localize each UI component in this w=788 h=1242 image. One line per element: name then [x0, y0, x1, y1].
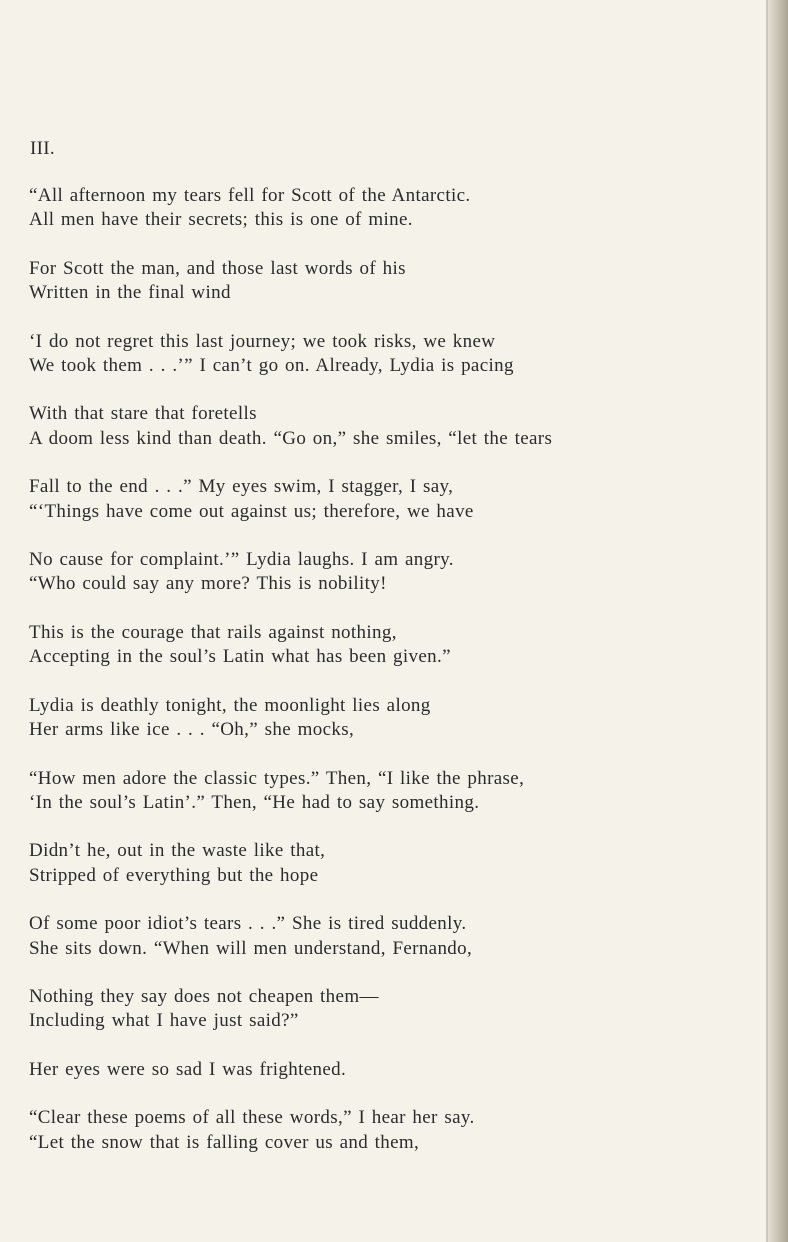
page-edge	[766, 0, 788, 1242]
poem-line: We took them . . .’” I can’t go on. Already, Lydia is pacing	[29, 355, 514, 377]
poem-line: Accepting in the soul’s Latin what has been given.”	[29, 646, 451, 668]
stanza	[29, 621, 749, 670]
stanza	[29, 767, 749, 816]
poem-line: Written in the final wind	[29, 282, 231, 304]
poem-line: Including what I have just said?”	[29, 1010, 299, 1032]
poem-line: For Scott the man, and those last words of his	[29, 257, 406, 279]
poem-line: Nothing they say does not cheapen them—	[29, 985, 379, 1007]
poem-line: ‘In the soul’s Latin’.” Then, “He had to say something.	[29, 791, 480, 813]
poem-line: ‘I do not regret this last journey; we took risks, we knew	[29, 330, 496, 352]
stanza	[29, 184, 749, 233]
poem-line: This is the courage that rails against nothing,	[29, 621, 397, 643]
section-number: III.	[30, 138, 55, 159]
poem-line: All men have their secrets; this is one of mine.	[29, 209, 413, 231]
poem-line: “All afternoon my tears fell for Scott of the Antarctic.	[29, 185, 471, 206]
poem-line: “‘Things have come out against us; therefore, we have	[29, 500, 474, 522]
stanza	[29, 912, 749, 961]
stanza	[29, 548, 749, 597]
stanza	[29, 694, 749, 743]
stanza	[29, 1106, 749, 1155]
poem-line: “Clear these poems of all these words,” I hear her say.	[29, 1107, 475, 1129]
poem-line: Lydia is deathly tonight, the moonlight lies along	[29, 694, 431, 716]
stanza	[29, 330, 749, 379]
poem-line: Stripped of everything but the hope	[29, 864, 319, 886]
poem-body	[29, 184, 749, 1179]
poem-line: “Let the snow that is falling cover us and them,	[29, 1131, 420, 1153]
poem-line: Her eyes were so sad I was frightened.	[29, 1058, 347, 1080]
poem-line: She sits down. “When will men understand, Fernando,	[29, 937, 473, 959]
poem-line: With that stare that foretells	[29, 403, 257, 425]
poem-line: Didn’t he, out in the waste like that,	[29, 840, 326, 862]
stanza	[29, 402, 749, 451]
poem-line: Of some poor idiot’s tears . . .” She is tired suddenly.	[29, 913, 467, 935]
stanza	[29, 257, 749, 306]
stanza	[29, 985, 749, 1034]
poem-line: “How men adore the classic types.” Then, “I like the phrase,	[29, 767, 525, 789]
stanza	[29, 475, 749, 524]
stanza	[29, 1058, 749, 1082]
poem-line: “Who could say any more? This is nobility!	[29, 573, 387, 595]
poem-line: Fall to the end . . .” My eyes swim, I stagger, I say,	[29, 476, 454, 498]
stanza	[29, 839, 749, 888]
poem-line: A doom less kind than death. “Go on,” she smiles, “let the tears	[29, 427, 553, 449]
poem-line: Her arms like ice . . . “Oh,” she mocks,	[29, 719, 355, 741]
poem-line: No cause for complaint.’” Lydia laughs. I am angry.	[29, 549, 454, 571]
